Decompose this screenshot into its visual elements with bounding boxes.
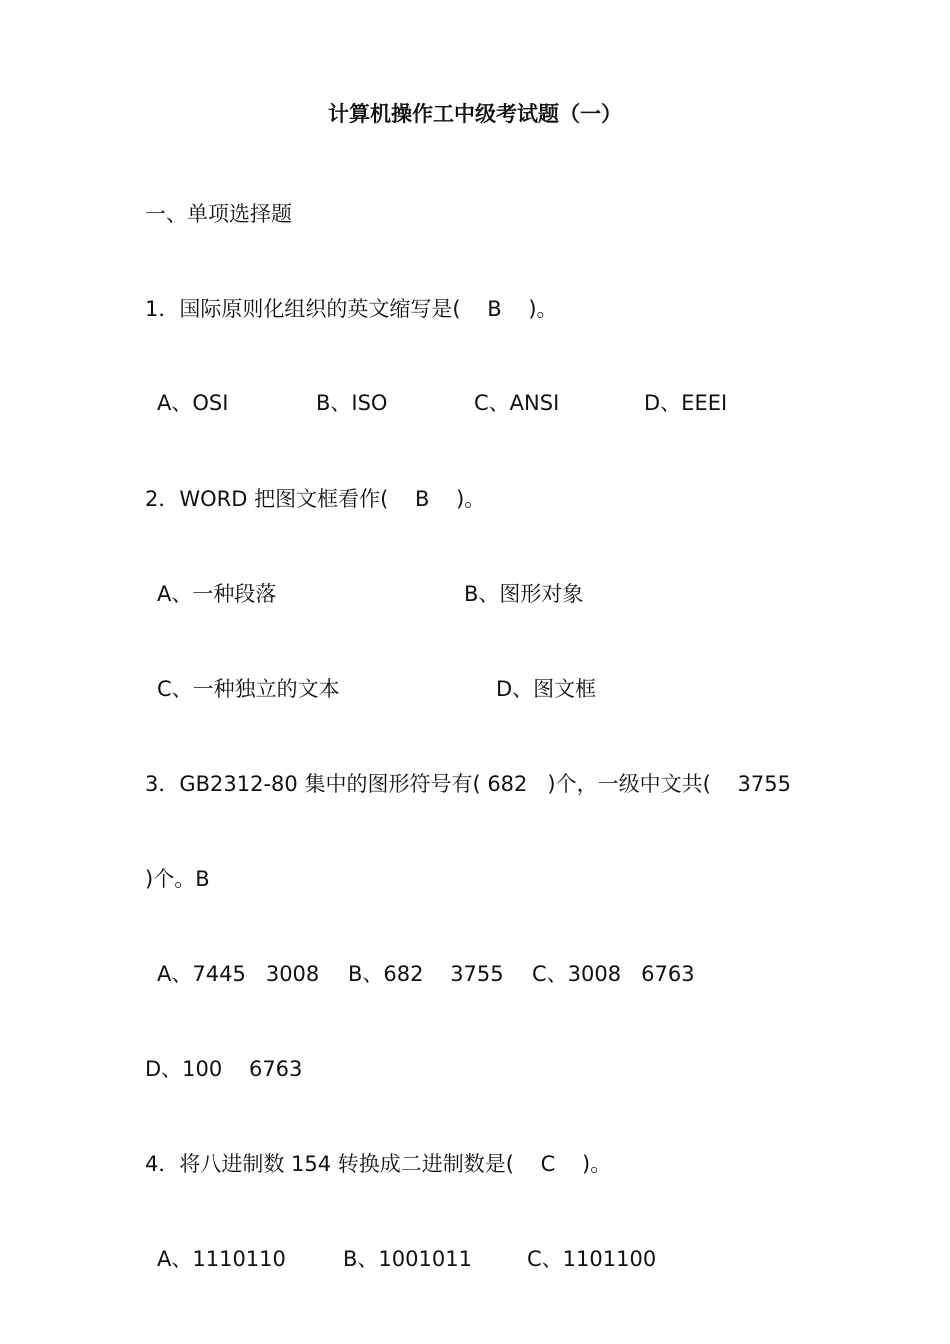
question-1-stem: 1．国际原则化组织的英文缩写是( B )。 — [145, 297, 558, 321]
question-2-stem: 2．WORD 把图文框看作( B )。 — [145, 487, 486, 511]
question-3-option-a: A、7445 3008 — [157, 962, 320, 986]
question-2-option-d: D、图文框 — [496, 677, 597, 701]
question-1-option-a: A、OSI — [157, 391, 229, 415]
question-4-stem: 4．将八进制数 154 转换成二进制数是( C )。 — [145, 1152, 612, 1176]
question-3-stem-line-2: )个。B — [145, 867, 210, 891]
question-1-option-c: C、ANSI — [474, 391, 560, 415]
document-title: 计算机操作工中级考试题（一） — [328, 102, 622, 126]
section-heading: 一、单项选择题 — [145, 202, 292, 226]
question-1-option-d: D、EEEI — [644, 391, 728, 415]
question-4-option-a: A、1110110 — [157, 1247, 286, 1271]
question-2-option-a: A、一种段落 — [157, 582, 277, 606]
question-2-option-c: C、一种独立的文本 — [157, 677, 340, 701]
question-4-option-b: B、1001011 — [343, 1247, 472, 1271]
question-4-option-c: C、1101100 — [527, 1247, 657, 1271]
question-3-option-b: B、682 3755 — [348, 962, 504, 986]
question-3-stem-line-1: 3．GB2312-80 集中的图形符号有( 682 )个，一级中文共( 3755 — [145, 772, 791, 796]
question-3-option-c: C、3008 6763 — [532, 962, 695, 986]
question-3-option-d: D、100 6763 — [145, 1057, 303, 1081]
question-2-option-b: B、图形对象 — [464, 582, 584, 606]
question-1-option-b: B、ISO — [316, 391, 388, 415]
